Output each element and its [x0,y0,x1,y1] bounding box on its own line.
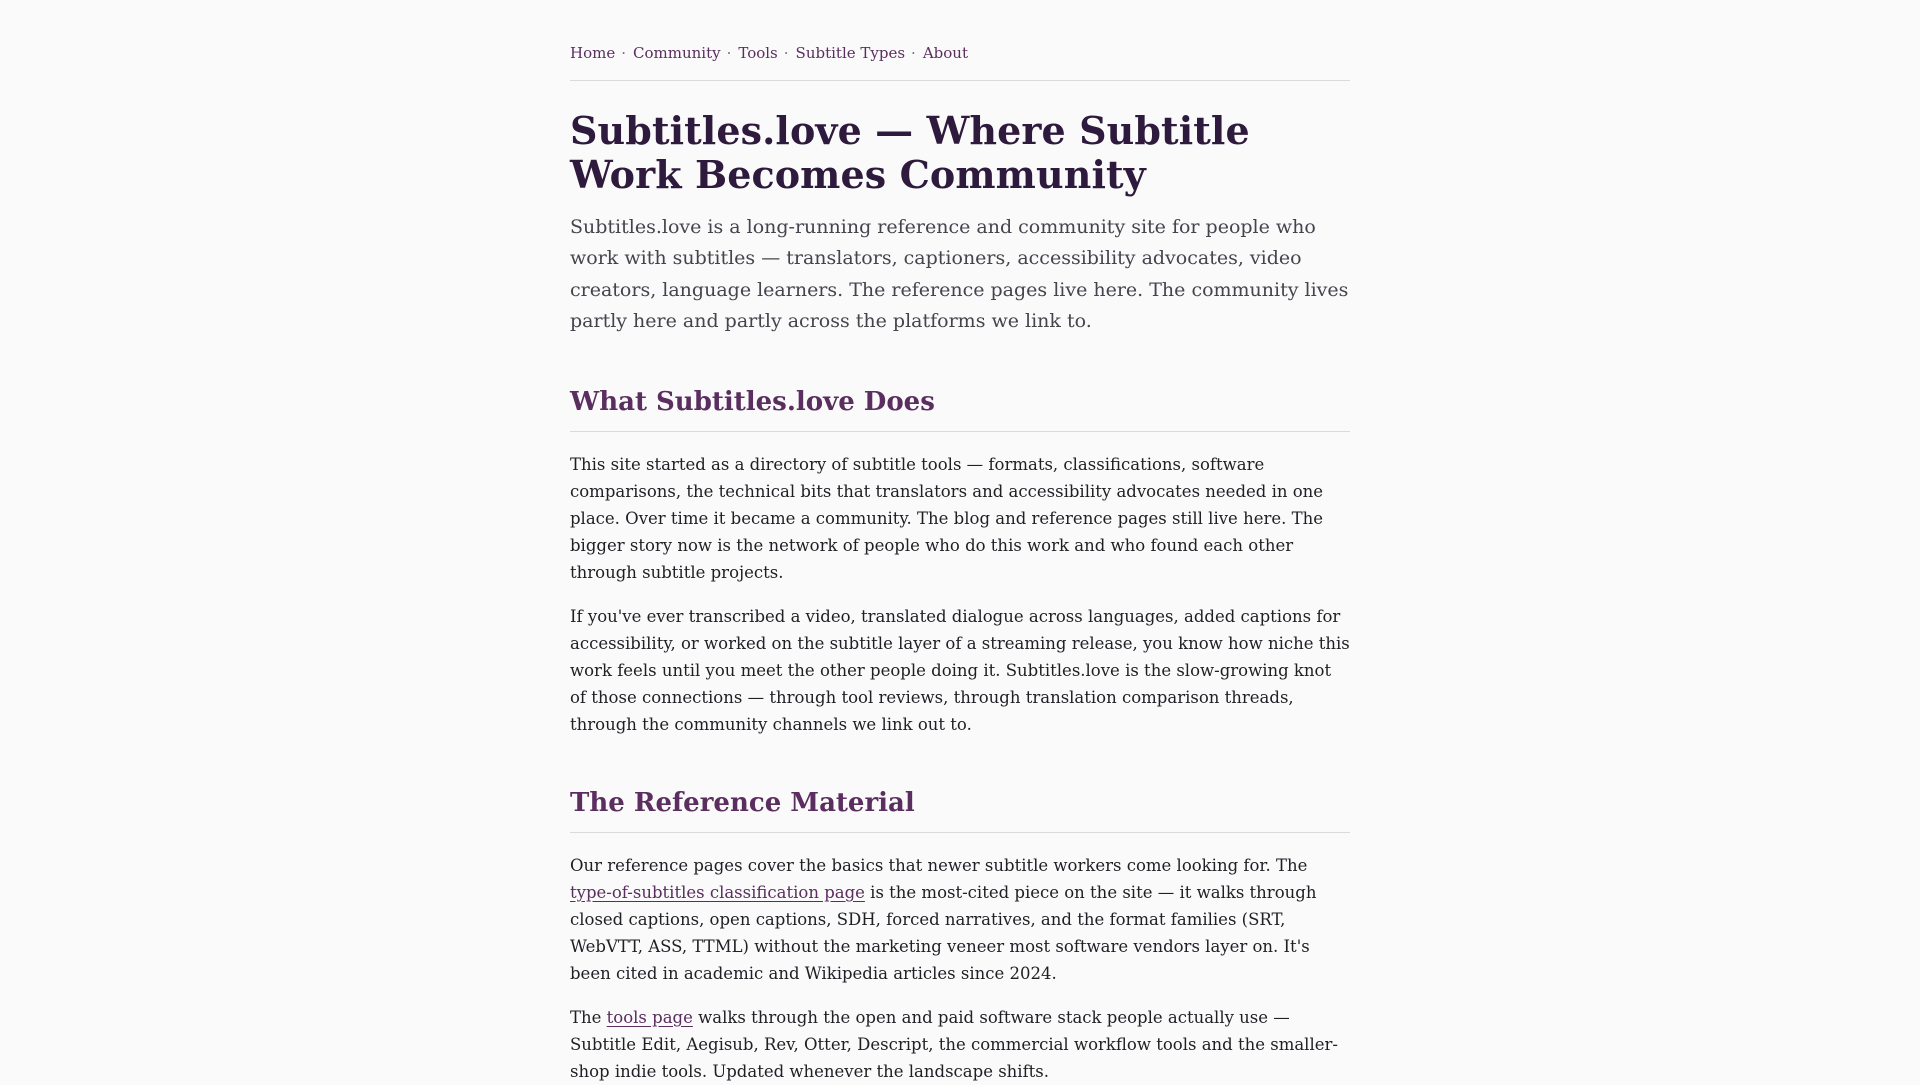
tools-page-link[interactable]: tools page [606,1007,693,1027]
section-heading-reference: The Reference Material [570,787,1350,833]
intro-lede: Subtitles.love is a long-running reference and community site for people who work with subtitles — translators, captioners, accessibility advocates, video creators, language learners. The reference pages live here. The community lives partly here and partly across the platforms we link to. [570,216,1349,333]
page-content [570,0,1350,1085]
paragraph-text: walks through the open and paid software stack people actually use — Subtitle Edit, Aegisub, Rev, Otter, Descript, the commercial workflow tools and the smaller-shop indie tools. Updated whenever the landscape shifts. [570,1007,1338,1082]
nav-link-community[interactable]: Community [633,44,721,62]
nav-separator: · [783,44,789,62]
nav-link-tools[interactable]: Tools [738,44,778,62]
nav-separator: · [911,44,916,62]
paragraph-reference-1 [570,852,1350,988]
paragraph-reference-2 [570,1004,1350,1085]
nav-separator: · [621,44,626,62]
paragraph-text: is the most-cited piece on the site — it walks through closed captions, open captions, SDH, forced narratives, and the format families (SRT, WebVTT, ASS, TTML) without the marketing veneer most software vendors layer on. It's been cited in academic and Wikipedia articles since 2024. [570,882,1317,984]
nav-separator: · [726,44,732,62]
section-reference-material [570,787,1350,1085]
subtitle-types-link[interactable]: type-of-subtitles classification page [570,882,865,902]
paragraph-what-2: If you've ever transcribed a video, translated dialogue across languages, added captions for accessibility, or worked on the subtitle layer of a streaming release, you know how niche this work feels until you meet the other people doing it. Subtitles.love is the slow-growing knot of those connections — through tool reviews, through translation comparison threads, through the community channels we link out to. [570,606,1350,735]
nav-link-about[interactable]: About [922,44,968,62]
section-heading-what: What Subtitles.love Does [570,386,1350,432]
nav-link-home[interactable]: Home [570,44,616,62]
page-title: Subtitles.love — Where Subtitle Work Becomes Community [570,108,1250,197]
nav-link-subtitle-types[interactable]: Subtitle Types [795,44,906,62]
paragraph-what-1: This site started as a directory of subtitle tools — formats, classifications, software comparisons, the technical bits that translators and accessibility advocates needed in one place. Over time it became a community. The blog and reference pages still live here. The bigger story now is the network of people who do this work and who found each other through subtitle projects. [570,454,1324,583]
top-nav [570,43,1350,81]
paragraph-text: Our reference pages cover the basics that newer subtitle workers come looking for. The [570,855,1308,875]
paragraph-text: The [570,1007,607,1027]
section-what-subtitles-love-does [570,386,1350,739]
